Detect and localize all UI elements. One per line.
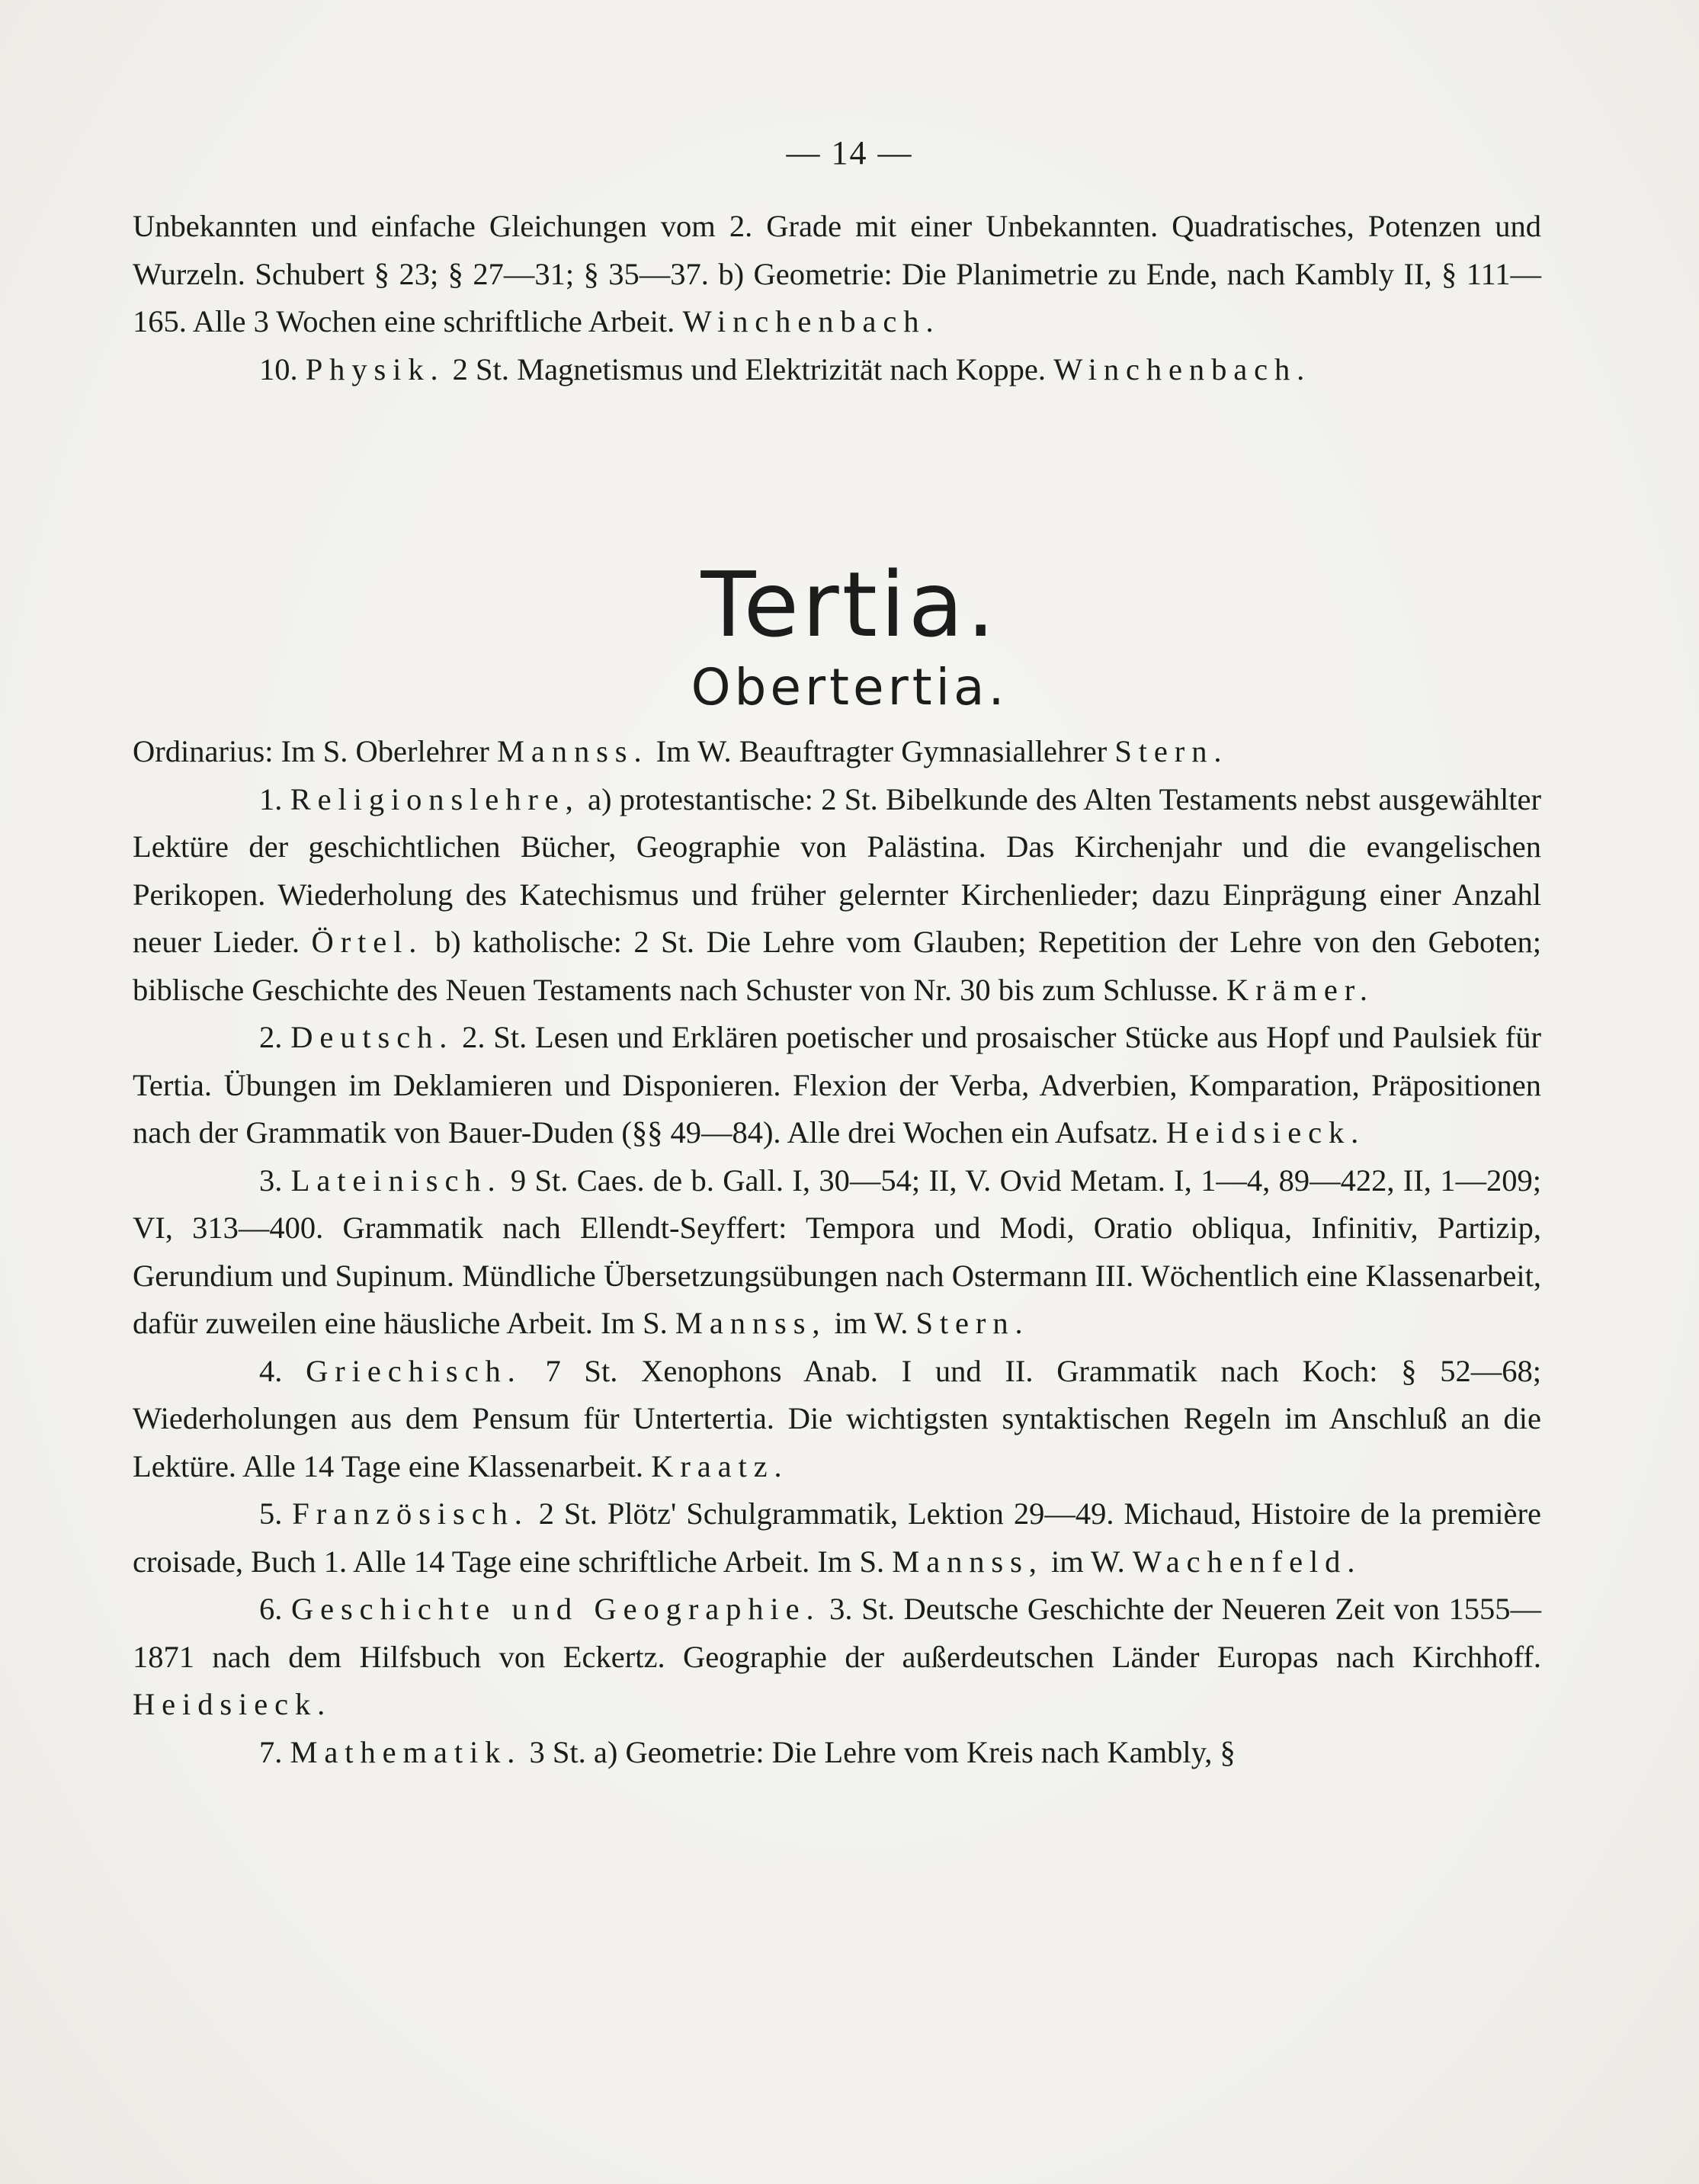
teacher-name: Winchenbach.: [682, 304, 941, 338]
french-paragraph: [133, 1490, 1541, 1586]
teacher-name: Mannss,: [675, 1306, 827, 1340]
teacher-name: Heidsieck.: [133, 1687, 332, 1721]
teacher-name: Kraatz.: [651, 1448, 789, 1483]
teacher-name: Mannss,: [892, 1544, 1043, 1579]
item-number: 1.: [259, 781, 283, 816]
physics-paragraph: [133, 346, 1541, 394]
paragraph-text: 9 St. Caes. de b. Gall. I, 30—54; II, V. Ovid Metam. I, 1—4, 89—422, II, 1—209; VI, 313—400. Grammatik nach Ellendt-Seyffert: Tempora und Modi, Oratio obliqua, Infinitiv, Partizip, Gerundium und Supinum. Mündliche Übersetzungsübungen nach Ostermann III. Wöchentlich eine Klassenarbeit, dafür zuweilen eine häusliche Arbeit. Im S.: [133, 1163, 1541, 1340]
teacher-name: Örtel.: [311, 925, 424, 959]
obertertia-section: [133, 728, 1541, 1776]
paragraph-text: 2 St. Plötz' Schulgrammatik, Lektion 29—49. Michaud, Histoire de la première croisade, Buch 1. Alle 14 Tage eine schriftliche Arbeit. Im S.: [133, 1496, 1541, 1579]
item-number: 2.: [259, 1020, 283, 1054]
paragraph-text: im W.: [834, 1306, 909, 1340]
paragraph-text: Im W. Beauftragter Gymnasiallehrer: [656, 734, 1108, 768]
teacher-name: Winchenbach.: [1053, 351, 1312, 386]
mathematics-paragraph: [133, 1729, 1541, 1777]
teacher-name: Krämer.: [1226, 972, 1374, 1007]
subject-name: Religionslehre,: [290, 781, 580, 816]
german-paragraph: [133, 1014, 1541, 1157]
item-number: 5.: [259, 1496, 283, 1531]
paragraph-text: Ordinarius: Im S. Oberlehrer: [133, 734, 489, 768]
history-geography-paragraph: [133, 1586, 1541, 1729]
paragraph-text: im W.: [1050, 1544, 1125, 1579]
teacher-name: Stern.: [1114, 734, 1229, 768]
mathematics-continued-paragraph: [133, 203, 1541, 346]
subject-name: Mathematik.: [290, 1734, 522, 1769]
subject-name: Geschichte und Geographie.: [290, 1592, 821, 1626]
paragraph-text: Unbekannten und einfache Gleichungen vom 2. Grade mit einer Unbekannten. Quadratisches, Potenzen und Wurzeln. Schubert § 23; § 27—31; § 35—37. b) Geometrie: Die Planimetrie zu Ende, nach Kambly II, § 111—165. Alle 3 Wochen eine schriftliche Arbeit.: [133, 209, 1541, 338]
section-heading: Tertia.: [700, 552, 999, 657]
paragraph-text: 7 St. Xenophons Anab. I und II. Grammatik nach Koch: § 52—68; Wiederholungen aus dem Pensum für Untertertia. Die wichtigsten syntaktischen Regeln im Anschluß an die Lektüre. Alle 14 Tage eine Klassenarbeit.: [133, 1353, 1542, 1483]
paragraph-text: b) katholische: 2 St. Die Lehre vom Glauben; Repetition der Lehre von den Geboten; biblische Geschichte des Neuen Testaments nach Schuster von Nr. 30 bis zum Schlusse.: [133, 925, 1542, 1007]
subject-name: Lateinisch.: [290, 1163, 502, 1198]
paragraph-text: 2. St. Lesen und Erklären poetischer und prosaischer Stücke aus Hopf und Paulsiek für Tertia. Übungen im Deklamieren und Disponieren. Flexion der Verba, Adverbien, Komparation, Präpositionen nach der Grammatik von Bauer-Duden (§§ 49—84). Alle drei Wochen ein Aufsatz.: [133, 1020, 1542, 1150]
teacher-name: Stern.: [915, 1306, 1030, 1340]
paragraph-text: 3. St. Deutsche Geschichte der Neueren Zeit von 1555—1871 nach dem Hilfsbuch von Eckertz. Geographie der außerdeutschen Länder Europas nach Kirchhoff.: [133, 1592, 1542, 1674]
ordinarius-line: [133, 728, 1541, 776]
teacher-name: Heidsieck.: [1166, 1115, 1366, 1150]
subject-name: Physik.: [305, 351, 445, 386]
paragraph-text: 3 St. a) Geometrie: Die Lehre vom Kreis nach Kambly, §: [529, 1734, 1236, 1769]
paragraph-text: a) protestantische: 2 St. Bibelkunde des Alten Testaments nebst ausgewählter Lektüre der geschichtlichen Bücher, Geographie von Palästina. Das Kirchenjahr und die evangelischen Perikopen. Wiederholung des Katechismus und früher gelernter Kirchenlieder; dazu Einprägung einer Anzahl neuer Lieder.: [133, 781, 1542, 959]
latin-paragraph: [133, 1157, 1541, 1348]
subsection-heading: Obertertia.: [691, 658, 1008, 717]
greek-paragraph: [133, 1348, 1541, 1491]
subject-name: Französisch.: [292, 1496, 529, 1531]
item-number: 6.: [259, 1592, 283, 1626]
subject-name: Deutsch.: [290, 1020, 454, 1054]
teacher-name: Mannss.: [497, 734, 649, 768]
religion-paragraph: [133, 776, 1541, 1015]
paragraph-text: 2 St. Magnetismus und Elektrizität nach Koppe.: [452, 351, 1047, 386]
item-number: 7.: [259, 1734, 283, 1769]
page-number: — 14 —: [786, 134, 913, 172]
item-number: 3.: [259, 1163, 283, 1198]
subject-name: Griechisch.: [306, 1353, 522, 1388]
item-number: 10.: [259, 351, 298, 386]
teacher-name: Wachenfeld.: [1132, 1544, 1362, 1579]
item-number: 4.: [259, 1353, 283, 1388]
continued-section: [133, 203, 1541, 393]
